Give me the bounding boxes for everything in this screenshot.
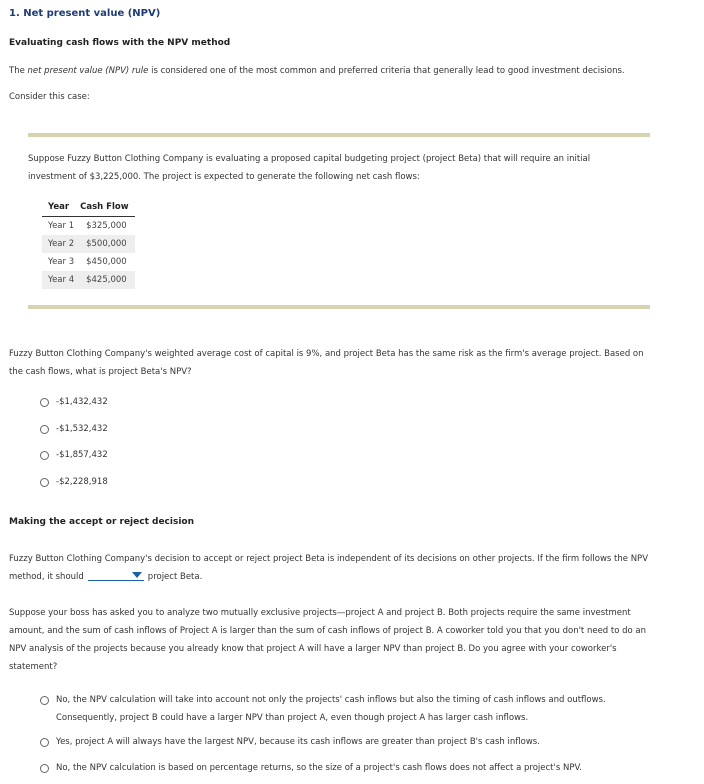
table-cell-cash-flow: $450,000 (86, 257, 127, 267)
case-line-1: Suppose Fuzzy Button Clothing Company is evaluating a proposed capital budgeting project (project Beta) that will require an initial (28, 154, 591, 164)
question-coworker-line-2: amount, and the sum of cash inflows of Project A is larger than the sum of cash inflows of project B. A coworker told you that you don't need to do an (9, 626, 647, 636)
radio-button[interactable] (40, 764, 49, 773)
coworker-option-3[interactable] (40, 763, 582, 773)
question-coworker (9, 604, 699, 676)
column-header-year: Year (42, 199, 80, 217)
cash-flow-table-wrapper (42, 199, 135, 289)
coworker-option-line-2: Consequently, project B could have a larger NPV than project A, even though project A has larger cash inflows. (56, 713, 529, 723)
question-coworker-line-4: statement? (9, 662, 58, 672)
question-npv-line-1: Fuzzy Button Clothing Company's weighted average cost of capital is 9%, and project Beta has the same risk as the firm's average project. Based on (9, 349, 644, 359)
coworker-option-text (56, 691, 606, 727)
npv-option-label: -$1,532,432 (56, 424, 108, 434)
coworker-option-1[interactable] (40, 691, 606, 727)
case-top-rule (28, 133, 650, 137)
table-cell-year: Year 1 (48, 221, 75, 231)
intro-pre: The (9, 66, 28, 76)
case-line-2: investment of $3,225,000. The project is expected to generate the following net cash flows: (28, 172, 420, 182)
cash-flow-table (42, 199, 135, 289)
table-cell-cash-flow: $500,000 (80, 235, 134, 253)
chevron-down-icon[interactable] (132, 572, 142, 578)
table-cell-year: Year 2 (42, 235, 80, 253)
radio-button[interactable] (40, 451, 49, 460)
table-cell-cash-flow: $425,000 (80, 271, 134, 289)
case-paragraph (28, 150, 668, 186)
intro-emphasis: net present value (NPV) rule (27, 66, 149, 76)
consider-text: Consider this case: (9, 92, 90, 102)
coworker-option-line-1: No, the NPV calculation will take into account not only the projects' cash inflows but also the timing of cash inflows and outflows. (56, 695, 606, 705)
section-heading-evaluating: Evaluating cash flows with the NPV method (9, 38, 231, 48)
case-bottom-rule (28, 305, 650, 309)
coworker-option-label: Yes, project A will always have the largest NPV, because its cash inflows are greater than project B's cash inflows. (56, 737, 540, 747)
question-npv (9, 345, 699, 381)
npv-option-4[interactable] (40, 477, 108, 487)
page-title: 1. Net present value (NPV) (9, 8, 161, 19)
coworker-option-label: No, the NPV calculation is based on percentage returns, so the size of a project's cash flows does not affect a project's NPV. (56, 763, 582, 773)
table-cell-year: Year 4 (42, 271, 80, 289)
section-heading-decision: Making the accept or reject decision (9, 517, 195, 527)
radio-button[interactable] (40, 696, 49, 705)
radio-button[interactable] (40, 738, 49, 747)
npv-option-label: -$1,857,432 (56, 450, 108, 460)
npv-option-3[interactable] (40, 450, 108, 460)
npv-option-label: -$1,432,432 (56, 397, 108, 407)
radio-button[interactable] (40, 398, 49, 407)
table-row (42, 271, 135, 289)
question-coworker-line-3: NPV analysis of the projects because you already know that project A will have a larger NPV than project B. Do you agree with your coworker's (9, 644, 617, 654)
column-header-cash-flow: Cash Flow (80, 199, 134, 217)
intro-paragraph (9, 62, 699, 80)
npv-option-1[interactable] (40, 397, 108, 407)
radio-button[interactable] (40, 425, 49, 434)
question-decision-post: project Beta. (147, 572, 203, 582)
table-row (42, 253, 135, 271)
table-row (42, 235, 135, 253)
question-decision (9, 550, 699, 586)
radio-button[interactable] (40, 478, 49, 487)
npv-option-label: -$2,228,918 (56, 477, 108, 487)
question-coworker-line-1: Suppose your boss has asked you to analyze two mutually exclusive projects—project A and project B. Both projects require the same investment (9, 608, 631, 618)
table-header-row (42, 199, 135, 217)
coworker-option-2[interactable] (40, 737, 540, 747)
question-decision-line-2 (9, 568, 699, 586)
intro-post: is considered one of the most common and preferred criteria that generally lead to good investment decisions. (148, 66, 625, 76)
table-row (42, 217, 135, 236)
table-cell-year: Year 3 (48, 257, 75, 267)
decision-dropdown[interactable] (88, 569, 144, 581)
table-cell-cash-flow: $325,000 (86, 221, 127, 231)
question-decision-line-1: Fuzzy Button Clothing Company's decision to accept or reject project Beta is independent of its decisions on other projects. If the firm follows the NPV (9, 554, 649, 564)
npv-option-2[interactable] (40, 424, 108, 434)
question-decision-pre: method, it should (9, 572, 84, 582)
question-npv-line-2: the cash flows, what is project Beta's NPV? (9, 367, 192, 377)
